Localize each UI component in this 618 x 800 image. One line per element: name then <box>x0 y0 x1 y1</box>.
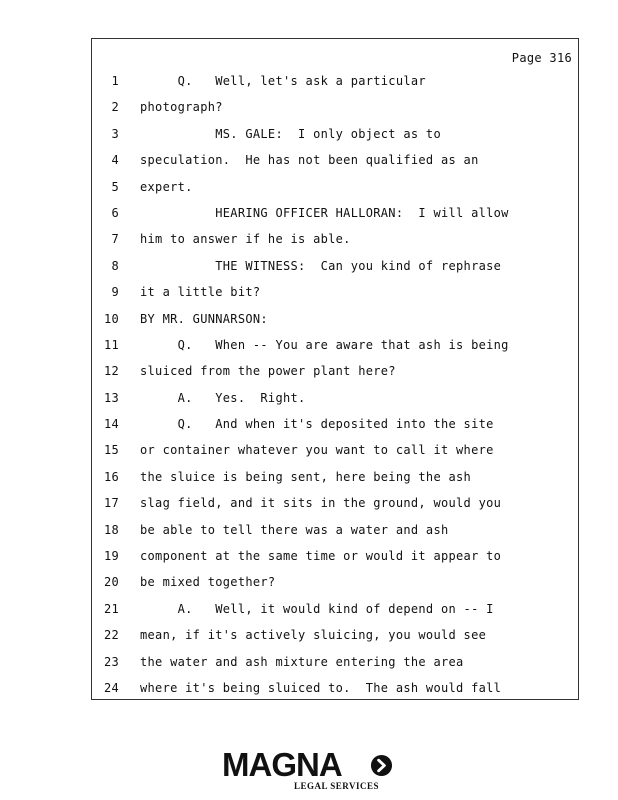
magna-logo <box>222 748 402 792</box>
line-number: 18 <box>103 522 119 537</box>
transcript-line <box>92 437 578 463</box>
line-number: 16 <box>103 469 119 484</box>
line-number: 19 <box>103 549 119 564</box>
line-number: 15 <box>103 443 119 458</box>
line-text: or container whatever you want to call it where <box>140 443 494 458</box>
page-number: Page 316 <box>511 51 572 65</box>
line-text: be able to tell there was a water and ash <box>140 522 449 537</box>
line-text: him to answer if he is able. <box>140 232 351 247</box>
line-number: 4 <box>111 153 119 168</box>
transcript-line <box>92 200 578 226</box>
transcript-line <box>92 517 578 543</box>
transcript-line <box>92 649 578 675</box>
transcript-line <box>92 121 578 147</box>
logo-subtitle: LEGAL SERVICES <box>294 781 379 791</box>
line-text: MS. GALE: I only object as to <box>140 126 441 141</box>
line-text: Q. When -- You are aware that ash is being <box>140 337 509 352</box>
line-number: 24 <box>103 680 119 695</box>
line-number: 3 <box>111 126 119 141</box>
line-number: 9 <box>111 285 119 300</box>
line-number: 20 <box>103 575 119 590</box>
line-text: HEARING OFFICER HALLORAN: I will allow <box>140 205 509 220</box>
line-text: slag field, and it sits in the ground, would you <box>140 496 502 511</box>
line-number: 21 <box>103 601 119 616</box>
transcript-line <box>92 464 578 490</box>
line-text: sluiced from the power plant here? <box>140 364 396 379</box>
transcript-line <box>92 385 578 411</box>
line-text: component at the same time or would it appear to <box>140 549 502 564</box>
transcript-line <box>92 411 578 437</box>
line-number: 14 <box>103 417 119 432</box>
line-text: Q. And when it's deposited into the site <box>140 417 494 432</box>
line-number: 6 <box>111 205 119 220</box>
line-number: 5 <box>111 179 119 194</box>
logo-wordmark: MAGNA <box>222 746 342 783</box>
line-text: mean, if it's actively sluicing, you would see <box>140 628 487 643</box>
line-text: BY MR. GUNNARSON: <box>140 311 268 326</box>
transcript-lines <box>92 68 578 701</box>
line-number: 7 <box>111 232 119 247</box>
line-number: 10 <box>103 311 119 326</box>
transcript-line <box>92 596 578 622</box>
transcript-line <box>92 174 578 200</box>
transcript-line <box>92 279 578 305</box>
line-text: photograph? <box>140 100 223 115</box>
line-text: the sluice is being sent, here being the ash <box>140 469 472 484</box>
arrow-circle-icon <box>370 754 393 777</box>
transcript-line <box>92 675 578 701</box>
transcript-line <box>92 226 578 252</box>
transcript-page <box>91 38 579 700</box>
line-number: 2 <box>111 100 119 115</box>
line-text: speculation. He has not been qualified as an <box>140 153 479 168</box>
transcript-line <box>92 490 578 516</box>
transcript-line <box>92 306 578 332</box>
line-text: it a little bit? <box>140 285 261 300</box>
line-text: THE WITNESS: Can you kind of rephrase <box>140 258 502 273</box>
line-number: 11 <box>103 337 119 352</box>
line-text: where it's being sluiced to. The ash would fall <box>140 680 502 695</box>
line-text: the water and ash mixture entering the area <box>140 654 464 669</box>
transcript-line <box>92 253 578 279</box>
transcript-line <box>92 569 578 595</box>
transcript-line <box>92 68 578 94</box>
line-number: 13 <box>103 390 119 405</box>
line-text: expert. <box>140 179 193 194</box>
line-text: Q. Well, let's ask a particular <box>140 74 426 88</box>
line-number: 8 <box>111 258 119 273</box>
line-text: A. Yes. Right. <box>140 390 306 405</box>
transcript-line <box>92 94 578 120</box>
transcript-line <box>92 332 578 358</box>
line-text: be mixed together? <box>140 575 276 590</box>
line-number: 1 <box>111 74 119 88</box>
transcript-line <box>92 622 578 648</box>
transcript-line <box>92 358 578 384</box>
line-number: 22 <box>103 628 119 643</box>
line-number: 23 <box>103 654 119 669</box>
line-number: 12 <box>103 364 119 379</box>
transcript-line <box>92 543 578 569</box>
transcript-line <box>92 147 578 173</box>
line-number: 17 <box>103 496 119 511</box>
line-text: A. Well, it would kind of depend on -- I <box>140 601 494 616</box>
